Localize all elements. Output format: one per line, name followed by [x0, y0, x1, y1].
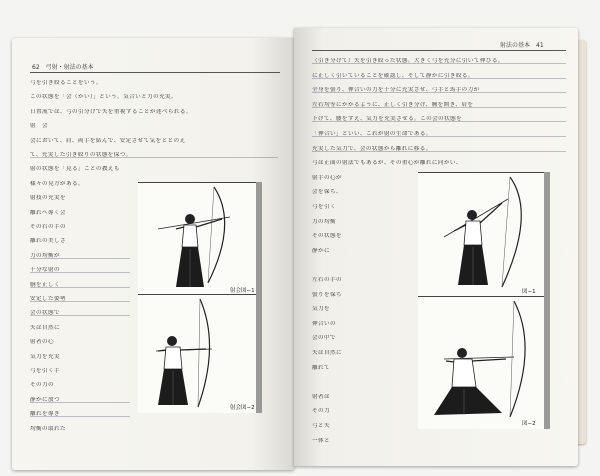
text-line: て、充実した引き絞りの状態を保つ。	[30, 152, 278, 159]
left-figure-caption-2: 射会図−2	[230, 405, 255, 411]
archer-drawing-4	[418, 297, 544, 429]
text-line: 左右の手の	[312, 277, 342, 283]
text-line: 矢は自然に	[30, 324, 60, 331]
text-line: （引き分けて）矢を引き絞った状態。大きく弓を充分に引いて伸びる。	[312, 58, 566, 65]
text-line: 会において、肩、両手を結んで、安定させて気をととのえ	[30, 137, 186, 144]
right-figure-caption-2: 図−2	[522, 421, 536, 427]
text-line: 様々の見方がある。	[30, 180, 84, 187]
archer-drawing-1	[138, 183, 256, 295]
text-line: 矢は自然に	[312, 350, 342, 356]
text-line: 射技の充実を	[30, 195, 66, 202]
right-running-head: 射法の基本 41	[500, 42, 544, 49]
text-line: この状態を「会（かい）」という。気合いと力の充実。	[30, 94, 178, 101]
text-line: 下げて、腰をすえ、気力を充実させる。この会の状態を	[312, 116, 566, 123]
text-line: 弓と矢	[312, 423, 330, 429]
left-page	[12, 38, 294, 470]
text-line: 射 会	[30, 123, 48, 130]
archer-drawing-2	[138, 295, 256, 413]
text-line: 射者の心	[30, 339, 54, 346]
text-line: 「伸合い」といい、これが射の生命である。	[312, 131, 566, 138]
text-line: 弓を引く手	[30, 368, 60, 374]
text-line: 胴を正しく	[30, 282, 130, 289]
archer-figure-1	[138, 182, 256, 295]
text-line: 全身を張り、伸合いの力を十分に充実させ、弓手と馬手の力が	[312, 87, 566, 94]
right-figure-caption-1: 図−1	[522, 289, 536, 295]
text-line: 離れて	[312, 364, 330, 371]
left-head-rule	[30, 72, 280, 73]
text-line: その状態を	[312, 233, 342, 240]
text-line	[312, 379, 412, 386]
archer-figure-4	[418, 296, 544, 429]
text-line: その力の	[30, 382, 54, 389]
archer-figure-3	[418, 172, 544, 297]
text-line: 離れへ導く会	[30, 209, 66, 216]
text-line: 離れを導き	[30, 411, 130, 418]
archer-figure-2	[138, 294, 256, 413]
text-line: 静かに	[312, 247, 330, 254]
text-line: 会の中で	[312, 335, 336, 342]
text-line	[312, 262, 412, 269]
text-line: 離れの美しさ	[30, 238, 66, 245]
text-line: 弓を引き絞ることをいう。	[30, 80, 102, 86]
text-line: 気力を	[312, 306, 330, 313]
text-line: 射手の心が	[312, 174, 342, 181]
text-line: 弓を引く	[312, 204, 336, 210]
text-line: に正しく引いていることを確認し、そして静かに引き絞る。	[312, 73, 566, 80]
text-line: 会の状態で	[30, 310, 130, 317]
text-line: 弓は正面の射法でもあるが、その重心が離れに向かい、	[312, 160, 462, 167]
text-line: 張りを保ち	[312, 291, 342, 298]
right-page	[294, 28, 578, 466]
text-line: 左右均等にかかるように、正しく引き分け、胸を開き、肩を	[312, 102, 566, 109]
text-line: 力の均衡	[312, 218, 336, 225]
text-line: 会を保ち、	[312, 189, 342, 196]
text-line: 安定した姿勢	[30, 296, 130, 303]
text-line: 日置流では、弓の引分けで矢を重視することが述べられる。	[30, 108, 192, 115]
text-line: 射者は	[312, 393, 330, 400]
text-line: 均衡の取れた	[30, 425, 66, 432]
left-running-head: 62 弓射・射法の基本	[32, 64, 94, 71]
archer-drawing-3	[418, 173, 544, 297]
text-line: 十分な射の	[30, 267, 130, 274]
text-line: その力	[312, 408, 330, 415]
text-line: 充実した気力で、会の状態から離れに移る。	[312, 146, 566, 153]
text-line: 射の状態を「見る」ことの教えも	[30, 166, 120, 173]
text-line: 伸合いの	[312, 320, 336, 327]
left-figure-caption-1: 射会図−1	[230, 288, 255, 294]
text-line: 気力を充実	[30, 353, 60, 360]
right-head-rule	[312, 50, 566, 51]
text-line: 力の均衡が	[30, 253, 130, 260]
text-line: その右の手の	[30, 224, 66, 230]
text-line: 一体と	[312, 437, 330, 444]
text-line: 静かに放つ	[30, 397, 130, 404]
